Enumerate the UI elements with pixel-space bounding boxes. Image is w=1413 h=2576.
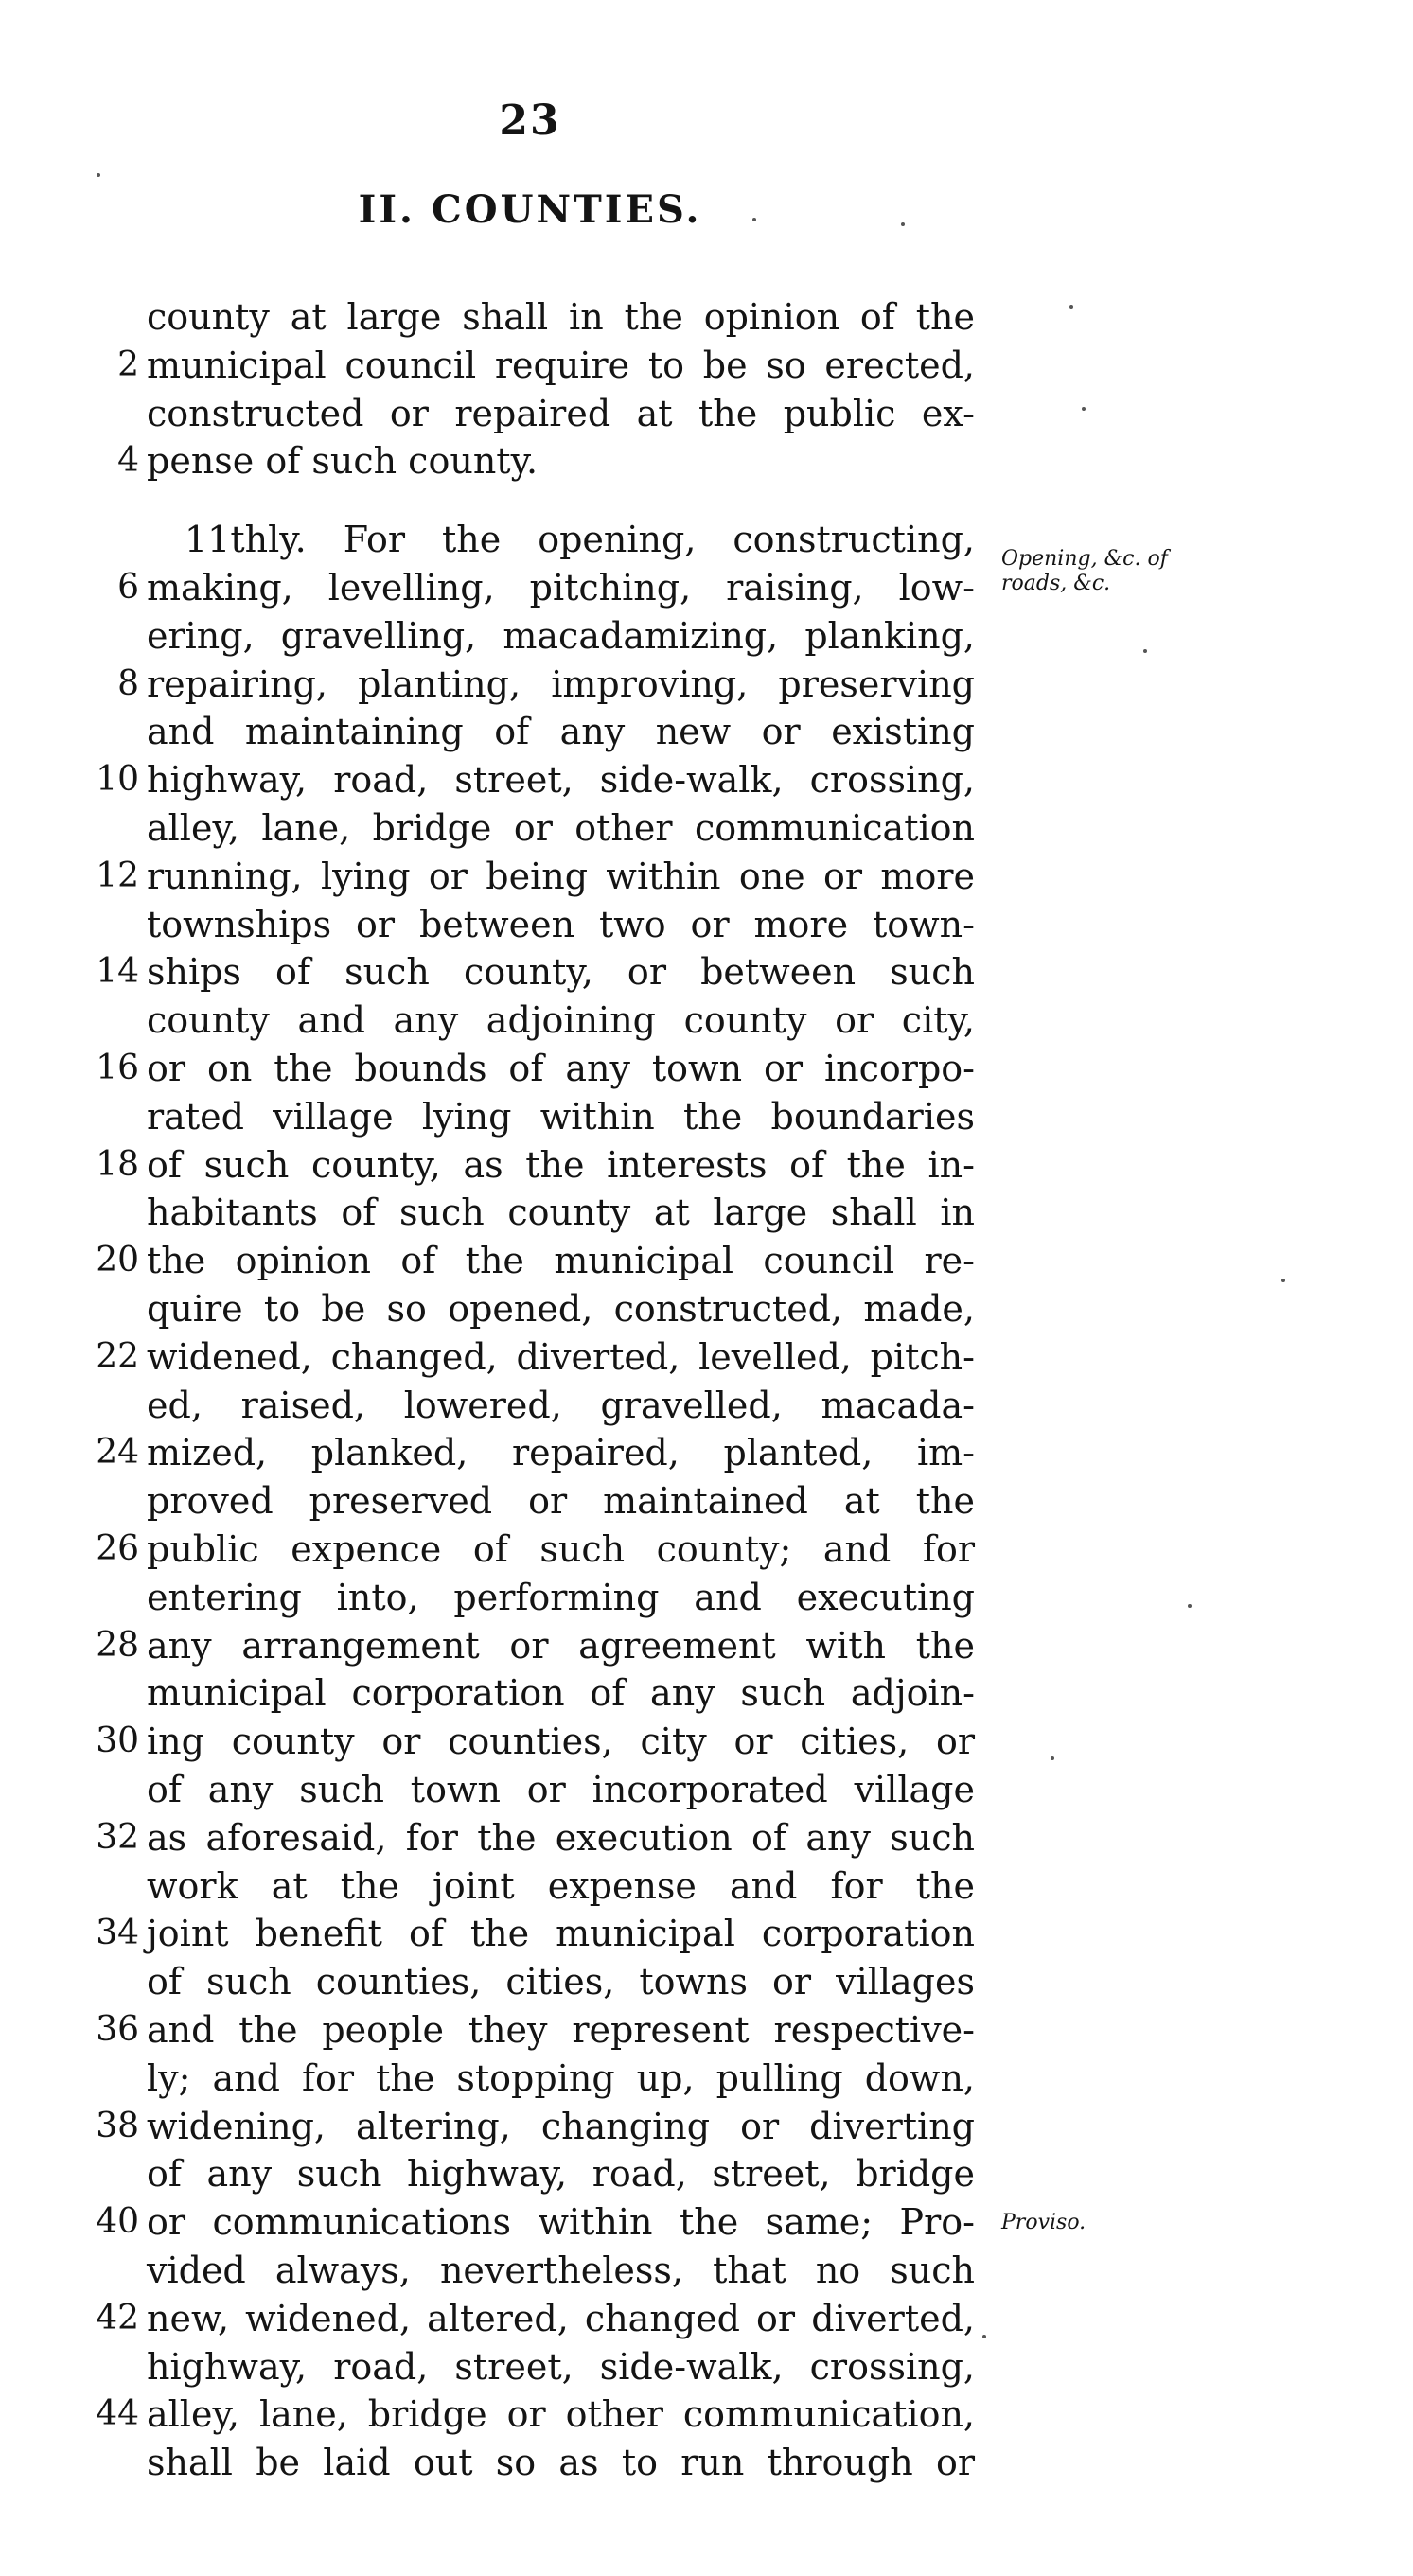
line-number: 36 xyxy=(96,2010,139,2049)
text-line: highway, road, street, side-walk, crossing, xyxy=(147,759,975,802)
text-line: or communications within the same; Pro- xyxy=(147,2201,975,2244)
line-number: 6 xyxy=(117,568,139,607)
text-line: alley, lane, bridge or other communication xyxy=(147,807,975,849)
text-line: rated village lying within the boundaries xyxy=(147,1095,975,1138)
line-number: 34 xyxy=(96,1914,139,1953)
text-line: of such counties, cities, towns or villages xyxy=(147,1961,975,2003)
line-number: 22 xyxy=(96,1336,139,1376)
line-number: 16 xyxy=(96,1049,139,1087)
line-number: 42 xyxy=(96,2298,139,2338)
text-line: any arrangement or agreement with the xyxy=(147,1624,975,1667)
text-line: county at large shall in the opinion of the xyxy=(147,296,975,338)
line-number: 4 xyxy=(117,441,139,481)
text-line: as aforesaid, for the execution of any such xyxy=(147,1816,975,1859)
text-line: quire to be so opened, constructed, made, xyxy=(147,1288,975,1330)
text-line: ing county or counties, city or cities, or xyxy=(147,1720,975,1763)
text-line: habitants of such county at large shall in xyxy=(147,1191,975,1234)
line-number: 44 xyxy=(96,2394,139,2434)
line-number: 30 xyxy=(96,1721,139,1761)
text-line: work at the joint expense and for the xyxy=(147,1864,975,1907)
line-number: 18 xyxy=(96,1144,139,1184)
text-line: repairing, planting, improving, preserving xyxy=(147,662,975,705)
text-line: county and any adjoining county or city, xyxy=(147,999,975,1042)
text-line: ships of such county, or between such xyxy=(147,951,975,994)
text-line: constructed or repaired at the public ex- xyxy=(147,392,975,434)
text-line: of any such highway, road, street, bridge xyxy=(147,2153,975,2196)
line-number: 20 xyxy=(96,1241,139,1280)
running-head: II. COUNTIES. xyxy=(358,187,702,232)
text-line: joint benefit of the municipal corporation xyxy=(147,1913,975,1955)
text-line: alley, lane, bridge or other communication, xyxy=(147,2393,975,2436)
text-line: of any such town or incorporated village xyxy=(147,1769,975,1810)
text-line: shall be laid out so as to run through or xyxy=(147,2442,975,2484)
margin-note-proviso: Proviso. xyxy=(1001,2211,1086,2234)
text-line: making, levelling, pitching, raising, low- xyxy=(147,567,975,609)
text-line: of such county, as the interests of the in- xyxy=(147,1143,975,1186)
line-number: 24 xyxy=(96,1433,139,1473)
text-line: vided always, nevertheless, that no such xyxy=(147,2250,975,2291)
text-line: entering into, performing and executing xyxy=(147,1576,975,1618)
text-line: 11thly. For the opening, constructing, xyxy=(185,519,975,561)
text-line: widening, altering, changing or diverting xyxy=(147,2105,975,2147)
line-number: 26 xyxy=(96,1529,139,1568)
line-number: 28 xyxy=(96,1625,139,1665)
text-line: and the people they represent respective- xyxy=(147,2009,975,2051)
line-number: 12 xyxy=(96,856,139,895)
page-number: 23 xyxy=(499,97,561,145)
text-line: or on the bounds of any town or incorpo- xyxy=(147,1048,975,1089)
text-line: ering, gravelling, macadamizing, planking, xyxy=(147,614,975,657)
text-line: municipal corporation of any such adjoin- xyxy=(147,1672,975,1715)
text-line: new, widened, altered, changed or diverted, xyxy=(147,2297,975,2339)
line-number: 14 xyxy=(96,952,139,992)
text-line: widened, changed, diverted, levelled, pitch- xyxy=(147,1335,975,1378)
text-line: public expence of such county; and for xyxy=(147,1528,975,1570)
text-line: townships or between two or more town- xyxy=(147,903,975,945)
text-line: and maintaining of any new or existing xyxy=(147,711,975,753)
margin-note-opening-roads: Opening, &c. of roads, &c. xyxy=(1001,547,1168,595)
line-number: 32 xyxy=(96,1817,139,1857)
text-line: proved preserved or maintained at the xyxy=(147,1480,975,1523)
text-line: the opinion of the municipal council re- xyxy=(147,1240,975,1282)
line-number: 38 xyxy=(96,2106,139,2145)
text-line: municipal council require to be so erected, xyxy=(147,344,975,386)
line-number: 2 xyxy=(117,344,139,384)
text-line: highway, road, street, side-walk, crossing, xyxy=(147,2345,975,2388)
line-number: 10 xyxy=(96,760,139,800)
text-line: mized, planked, repaired, planted, im- xyxy=(147,1432,975,1474)
line-number: 40 xyxy=(96,2202,139,2242)
text-line: pense of such county. xyxy=(147,440,539,483)
text-line: ly; and for the stopping up, pulling down, xyxy=(147,2056,975,2099)
text-line: ed, raised, lowered, gravelled, macada- xyxy=(147,1384,975,1426)
text-line: running, lying or being within one or more xyxy=(147,855,975,897)
line-number: 8 xyxy=(117,663,139,703)
